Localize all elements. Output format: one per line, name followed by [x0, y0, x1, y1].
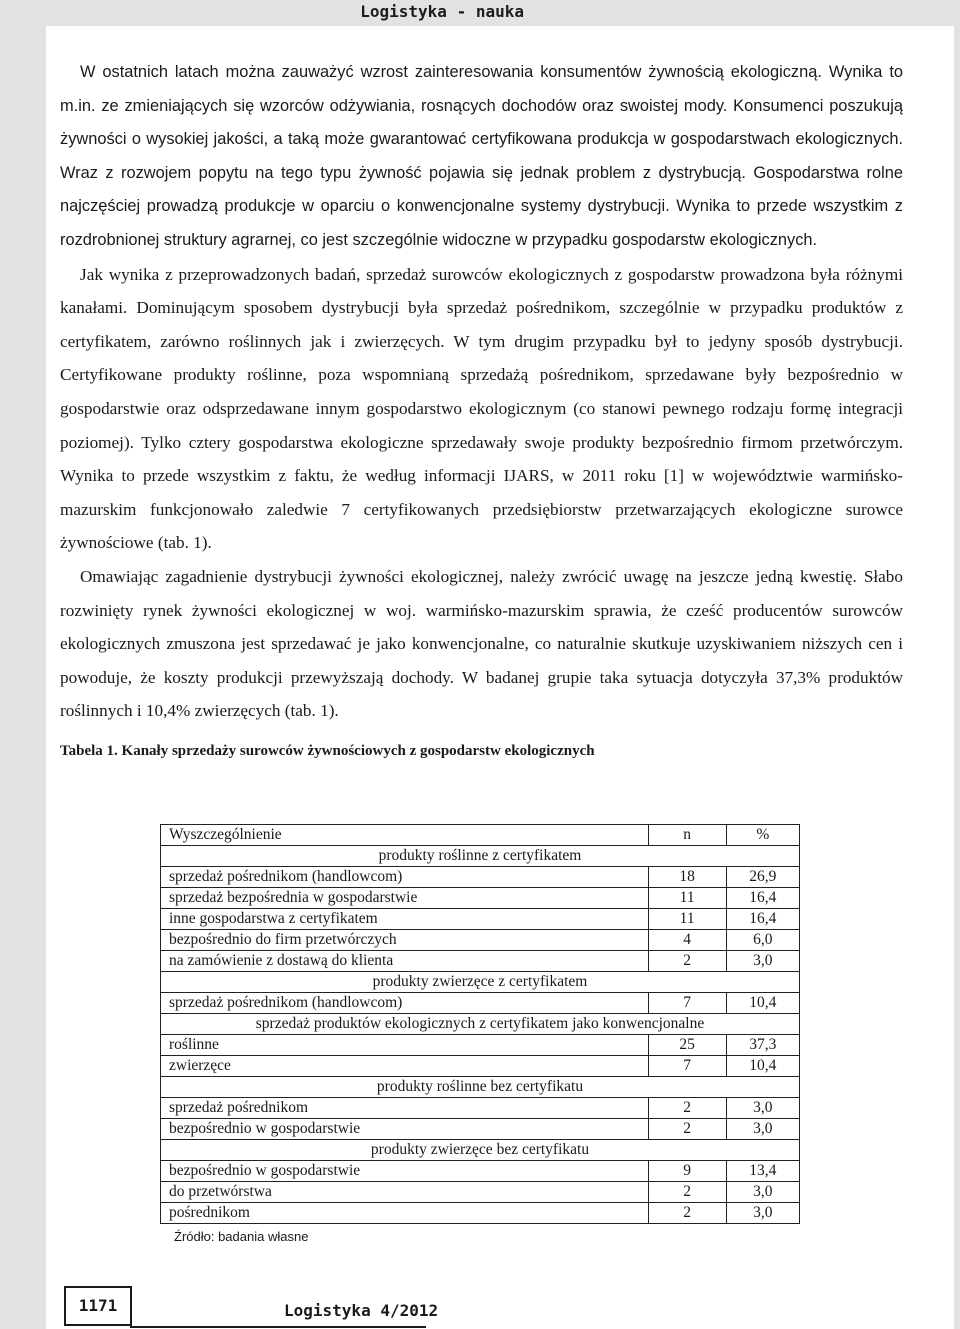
table-row [161, 1056, 800, 1077]
row-pct: 3,0 [726, 1098, 799, 1119]
row-n: 2 [648, 1203, 726, 1224]
table-group-row [161, 1014, 800, 1035]
row-n: 11 [648, 888, 726, 909]
table-row [161, 1119, 800, 1140]
table-row [161, 888, 800, 909]
table-row [161, 867, 800, 888]
row-pct: 37,3 [726, 1035, 799, 1056]
row-label: sprzedaż bezpośrednia w gospodarstwie [161, 888, 649, 909]
paragraph-3: Omawiając zagadnienie dystrybucji żywności ekologicznej, należy zwrócić uwagę na jeszcze jedną kwestię. Słabo rozwinięty rynek żywności ekologicznej w woj. warmińsko-mazurskim sprawia, że cześć producentów surowców ekologicznych zmuszona jest sprzedawać je jako konwencjonalne, co naturalnie skutkuje uzyskiwaniem niższych cen i powoduje, że koszty produkcji przewyższają dochody. W badanej grupie taka sytuacja dotyczyła 37,3% produktów roślinnych i 10,4% zwierzęcych (tab. 1). [60, 566, 903, 721]
row-n: 18 [648, 867, 726, 888]
table-row [161, 1203, 800, 1224]
row-pct: 16,4 [726, 888, 799, 909]
row-n: 11 [648, 909, 726, 930]
row-label: na zamówienie z dostawą do klienta [161, 951, 649, 972]
header-pct: % [726, 825, 799, 846]
row-n: 7 [648, 1056, 726, 1077]
group-label: sprzedaż produktów ekologicznych z certyfikatem jako konwencjonalne [161, 1014, 800, 1035]
table-row [161, 951, 800, 972]
row-label: sprzedaż pośrednikom (handlowcom) [161, 867, 649, 888]
row-label: roślinne [161, 1035, 649, 1056]
table-group-row [161, 972, 800, 993]
row-pct: 3,0 [726, 1203, 799, 1224]
group-label: produkty roślinne bez certyfikatu [161, 1077, 800, 1098]
row-label: do przetwórstwa [161, 1182, 649, 1203]
row-label: sprzedaż pośrednikom (handlowcom) [161, 993, 649, 1014]
table-row [161, 1098, 800, 1119]
paragraph-2: Jak wynika z przeprowadzonych badań, sprzedaż surowców ekologicznych z gospodarstw prowadzona była różnymi kanałami. Dominującym sposobem dystrybucji była sprzedaż pośrednikom, szczególnie w przypadku produktów z certyfikatem, zarówno roślinnych jak i zwierzęcych. W tym drugim przypadku był to jedyny sposób dystrybucji. Certyfikowane produkty roślinne, poza wspomnianą sprzedażą pośrednikom, sprzedawane były bezpośrednio w gospodarstwie oraz odsprzedawane innym gospodarstwo ekologicznym (co stanowi pewnego rodzaju formę integracji poziomej). Tylko cztery gospodarstwa ekologiczne sprzedawały swoje produkty bezpośrednio firmom przetwórczym. Wynika to przede wszystkim z faktu, że według informacji IJARS, w 2011 roku [1] w województwie warmińsko-mazurskim funkcjonowało zaledwie 7 certyfikowanych przedsiębiorstw przetwarzających ekologiczne surowce żywnościowe (tab. 1). [60, 264, 903, 553]
row-pct: 13,4 [726, 1161, 799, 1182]
row-label: pośrednikom [161, 1203, 649, 1224]
row-label: inne gospodarstwa z certyfikatem [161, 909, 649, 930]
header-n: n [648, 825, 726, 846]
row-n: 2 [648, 1182, 726, 1203]
left-margin-bar [0, 26, 46, 1329]
row-pct: 10,4 [726, 1056, 799, 1077]
right-margin-bar [954, 26, 960, 1329]
table-row [161, 1182, 800, 1203]
table-group-row [161, 846, 800, 867]
row-label: bezpośrednio w gospodarstwie [161, 1161, 649, 1182]
table-header-row [161, 825, 800, 846]
row-pct: 3,0 [726, 951, 799, 972]
row-n: 2 [648, 951, 726, 972]
footer-rule [130, 1326, 426, 1328]
row-label: sprzedaż pośrednikom [161, 1098, 649, 1119]
row-label: bezpośrednio do firm przetwórczych [161, 930, 649, 951]
footer-area [46, 1285, 954, 1329]
row-pct: 10,4 [726, 993, 799, 1014]
source-note: Źródło: badania własne [174, 1229, 309, 1244]
journal-name: Logistyka 4/2012 [284, 1301, 439, 1320]
group-label: produkty zwierzęce z certyfikatem [161, 972, 800, 993]
table-row [161, 1035, 800, 1056]
header-bar [0, 0, 960, 26]
row-label: zwierzęce [161, 1056, 649, 1077]
row-n: 7 [648, 993, 726, 1014]
table-row [161, 1161, 800, 1182]
group-label: produkty zwierzęce bez certyfikatu [161, 1140, 800, 1161]
row-pct: 3,0 [726, 1119, 799, 1140]
row-n: 4 [648, 930, 726, 951]
group-label: produkty roślinne z certyfikatem [161, 846, 800, 867]
table-row [161, 930, 800, 951]
row-n: 2 [648, 1119, 726, 1140]
header-label: Wyszczególnienie [161, 825, 649, 846]
table-group-row [161, 1077, 800, 1098]
paragraph-1: W ostatnich latach można zauważyć wzrost zainteresowania konsumentów żywnością ekologiczną. Wynika to m.in. ze zmieniających się wzorców odżywiania, rosnących dochodów oraz swoistej mody. Konsumenci poszukują żywności o wysokiej jakości, a taką może gwarantować certyfikowana produkcja w gospodarstwach ekologicznych. Wraz z rozwojem popytu na tego typu żywność pojawia się jednak problem z dystrybucją. Gospodarstwa rolne najczęściej prowadzą produkcje w oparciu o konwencjonalne systemy dystrybucji. Wynika to przede wszystkim z rozdrobnionej struktury agrarnej, co jest szczególnie widoczne w przypadku gospodarstw ekologicznych. [60, 63, 903, 249]
sales-channels-table [160, 824, 800, 1224]
table-caption: Tabela 1. Kanały sprzedaży surowców żywnościowych z gospodarstw ekologicznych [60, 742, 595, 759]
table-row [161, 909, 800, 930]
row-pct: 16,4 [726, 909, 799, 930]
body-text [60, 56, 903, 760]
table-row [161, 993, 800, 1014]
row-n: 2 [648, 1098, 726, 1119]
page-number: 1171 [64, 1286, 132, 1326]
row-pct: 6,0 [726, 930, 799, 951]
row-pct: 3,0 [726, 1182, 799, 1203]
running-header: Logistyka - nauka [360, 2, 524, 21]
row-n: 9 [648, 1161, 726, 1182]
row-pct: 26,9 [726, 867, 799, 888]
row-n: 25 [648, 1035, 726, 1056]
table-group-row [161, 1140, 800, 1161]
row-label: bezpośrednio w gospodarstwie [161, 1119, 649, 1140]
